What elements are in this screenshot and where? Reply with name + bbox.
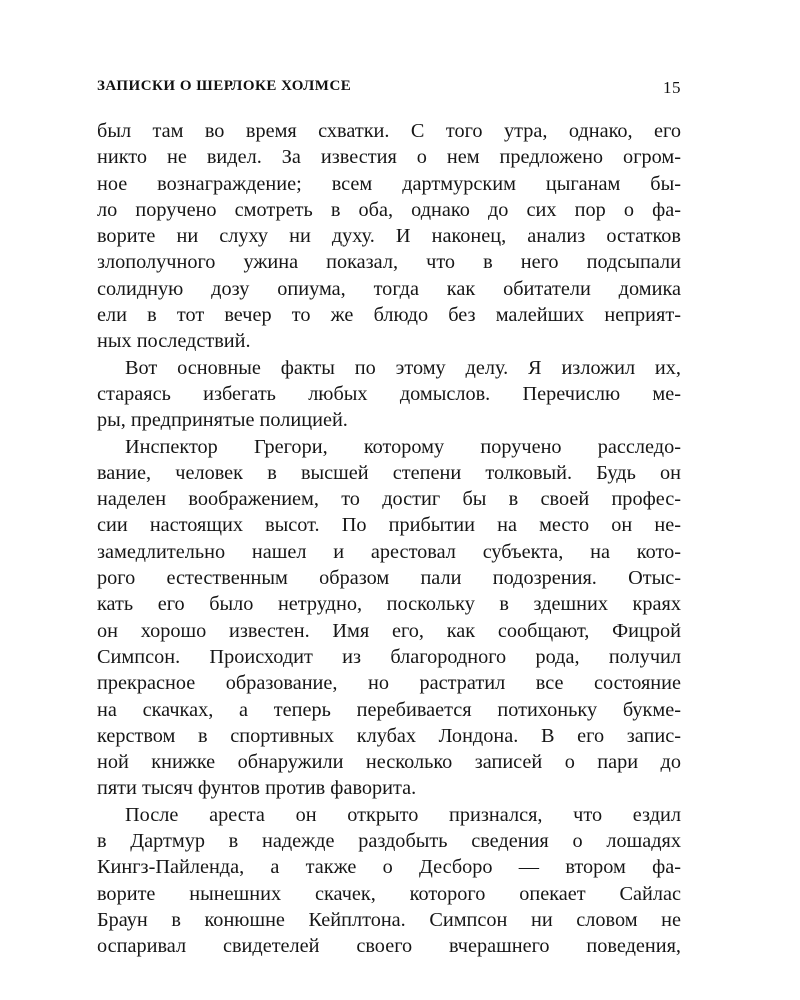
body-text [97, 118, 681, 960]
text-line: кать его было нетрудно, поскольку в здешних краях [97, 593, 681, 616]
text-line: ры, предпринятые полицией. [97, 409, 348, 432]
text-line: рого естественным образом пали подозрения. Отыс- [97, 567, 681, 590]
text-line: Инспектор Грегори, которому поручено расследо- [125, 435, 681, 458]
text-line: прекрасное образование, но растратил все состояние [97, 672, 681, 695]
text-line: ели в тот вечер то же блюдо без малейших неприят- [97, 304, 681, 327]
text-line: ворите ни слуху ни духу. И наконец, анализ остатков [97, 225, 681, 248]
running-head [97, 78, 681, 100]
text-line: стараясь избегать любых домыслов. Перечислю ме- [97, 382, 681, 405]
text-line: вание, человек в высшей степени толковый. Будь он [97, 461, 681, 484]
text-line: ное вознаграждение; всем дартмурским цыганам бы- [97, 172, 681, 195]
text-line: на скачках, а теперь перебивается потихоньку букме- [97, 698, 681, 721]
text-line: ворите нынешних скачек, которого опекает Сайлас [97, 882, 681, 905]
text-line: ных последствий. [97, 330, 251, 353]
text-line: злополучного ужина показал, что в него подсыпали [97, 251, 681, 274]
text-line: Кингз-Пайленда, а также о Десборо — втором фа- [97, 856, 681, 879]
text-line: сии настоящих высот. По прибытии на место он не- [97, 514, 681, 537]
text-line: После ареста он открыто признался, что ездил [125, 803, 681, 826]
text-line: солидную дозу опиума, тогда как обитатели домика [97, 277, 681, 300]
text-line: Симпсон. Происходит из благородного рода, получил [97, 645, 681, 668]
text-line: ной книжке обнаружили несколько записей о пари до [97, 751, 681, 774]
text-line: Браун в конюшне Кейплтона. Симпсон ни словом не [97, 908, 681, 931]
text-line: ло поручено смотреть в оба, однако до сих пор о фа- [97, 198, 681, 221]
text-line: Вот основные факты по этому делу. Я изложил их, [125, 356, 681, 379]
text-line: оспаривал свидетелей своего вчерашнего поведения, [97, 935, 681, 958]
text-line: он хорошо известен. Имя его, как сообщают, Фицрой [97, 619, 681, 642]
running-title: ЗАПИСКИ О ШЕРЛОКЕ ХОЛМСЕ [97, 78, 352, 94]
text-line: пяти тысяч фунтов против фаворита. [97, 777, 417, 800]
text-line: керством в спортивных клубах Лондона. В его запис- [97, 724, 681, 747]
page-number: 15 [663, 78, 681, 97]
text-line: был там во время схватки. С того утра, однако, его [97, 120, 681, 142]
text-line: наделен воображением, то достиг бы в своей профес- [97, 488, 681, 511]
text-line: в Дартмур в надежде раздобыть сведения о лошадях [97, 830, 681, 853]
text-line: никто не видел. За известия о нем предложено огром- [97, 146, 681, 169]
text-line: замедлительно нашел и арестовал субъекта, на кото- [97, 540, 681, 563]
